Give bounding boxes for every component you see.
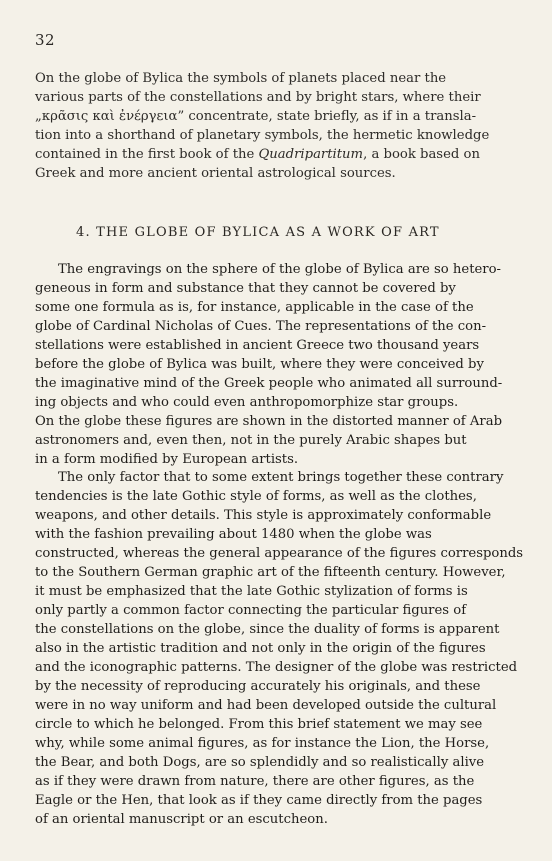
paragraph-line: also in the artistic tradition and not only in the origin of the figures [35, 641, 486, 656]
page-number: 32 [35, 31, 56, 49]
paragraph-gothic-style [35, 468, 528, 829]
paragraph-line: the Bear, and both Dogs, are so splendidly and so realistically alive [35, 755, 485, 770]
paragraph-line: were in no way uniform and had been developed outside the cultural [35, 698, 497, 713]
paragraph-line: in a form modified by European artists. [35, 452, 299, 467]
paragraph-line: to the Southern German graphic art of the fifteenth century. However, [35, 565, 506, 580]
paragraph-line: ing objects and who could even anthropomorphize star groups. [35, 395, 459, 410]
paragraph-engravings [35, 260, 528, 469]
line-text: , a book based on [363, 147, 480, 162]
paragraph-line: constructed, whereas the general appearance of the figures corresponds [35, 546, 524, 561]
paragraph-line: tendencies is the late Gothic style of forms, as well as the clothes, [35, 489, 477, 504]
paragraph-line: On the globe these figures are shown in the distorted manner of Arab [35, 414, 503, 429]
paragraph-line: by the necessity of reproducing accurately his originals, and these [35, 679, 481, 694]
paragraph-line: why, while some animal figures, as for instance the Lion, the Horse, [35, 736, 490, 751]
paragraph-planet-symbols [35, 69, 528, 183]
paragraph-line: „κρᾶσις καὶ ἐνέργεια” concentrate, state briefly, as if in a transla- [35, 109, 477, 124]
paragraph-line: with the fashion prevailing about 1480 when the globe was [35, 527, 432, 542]
paragraph-line: the imaginative mind of the Greek people who animated all surround- [35, 376, 503, 391]
section-heading: 4. THE GLOBE OF BYLICA AS A WORK OF ART [76, 225, 440, 240]
paragraph-line: The engravings on the sphere of the globe of Bylica are so hetero- [58, 262, 502, 277]
paragraph-line: only partly a common factor connecting the particular figures of [35, 603, 467, 618]
paragraph-line: before the globe of Bylica was built, where they were conceived by [35, 357, 484, 372]
paragraph-line: and the iconographic patterns. The designer of the globe was restricted [35, 660, 518, 675]
paragraph-line: of an oriental manuscript or an escutcheon. [35, 812, 328, 827]
paragraph-line: globe of Cardinal Nicholas of Cues. The representations of the con- [35, 319, 487, 334]
paragraph-line: tion into a shorthand of planetary symbols, the hermetic knowledge [35, 128, 490, 143]
paragraph-line: astronomers and, even then, not in the purely Arabic shapes but [35, 433, 467, 448]
paragraph-line: geneous in form and substance that they cannot be covered by [35, 281, 456, 296]
paragraph-line: some one formula as is, for instance, applicable in the case of the [35, 300, 474, 315]
paragraph-line: various parts of the constellations and by bright stars, where their [35, 90, 481, 105]
paragraph-line: On the globe of Bylica the symbols of planets placed near the [35, 71, 447, 86]
paragraph-line-with-title [35, 145, 528, 164]
paragraph-line: The only factor that to some extent brings together these contrary [58, 470, 504, 485]
paragraph-line: as if they were drawn from nature, there are other figures, as the [35, 774, 475, 789]
paragraph-line: the constellations on the globe, since the duality of forms is apparent [35, 622, 500, 637]
paragraph-line: Greek and more ancient oriental astrological sources. [35, 166, 396, 181]
line-text: contained in the first book of the [35, 147, 259, 162]
paragraph-line: it must be emphasized that the late Gothic stylization of forms is [35, 584, 468, 599]
paragraph-line: weapons, and other details. This style is approximately conformable [35, 508, 492, 523]
paragraph-line: Eagle or the Hen, that look as if they came directly from the pages [35, 793, 483, 808]
paragraph-line: stellations were established in ancient Greece two thousand years [35, 338, 480, 353]
paragraph-line: circle to which he belonged. From this brief statement we may see [35, 717, 483, 732]
book-title: Quadripartitum [258, 147, 364, 162]
